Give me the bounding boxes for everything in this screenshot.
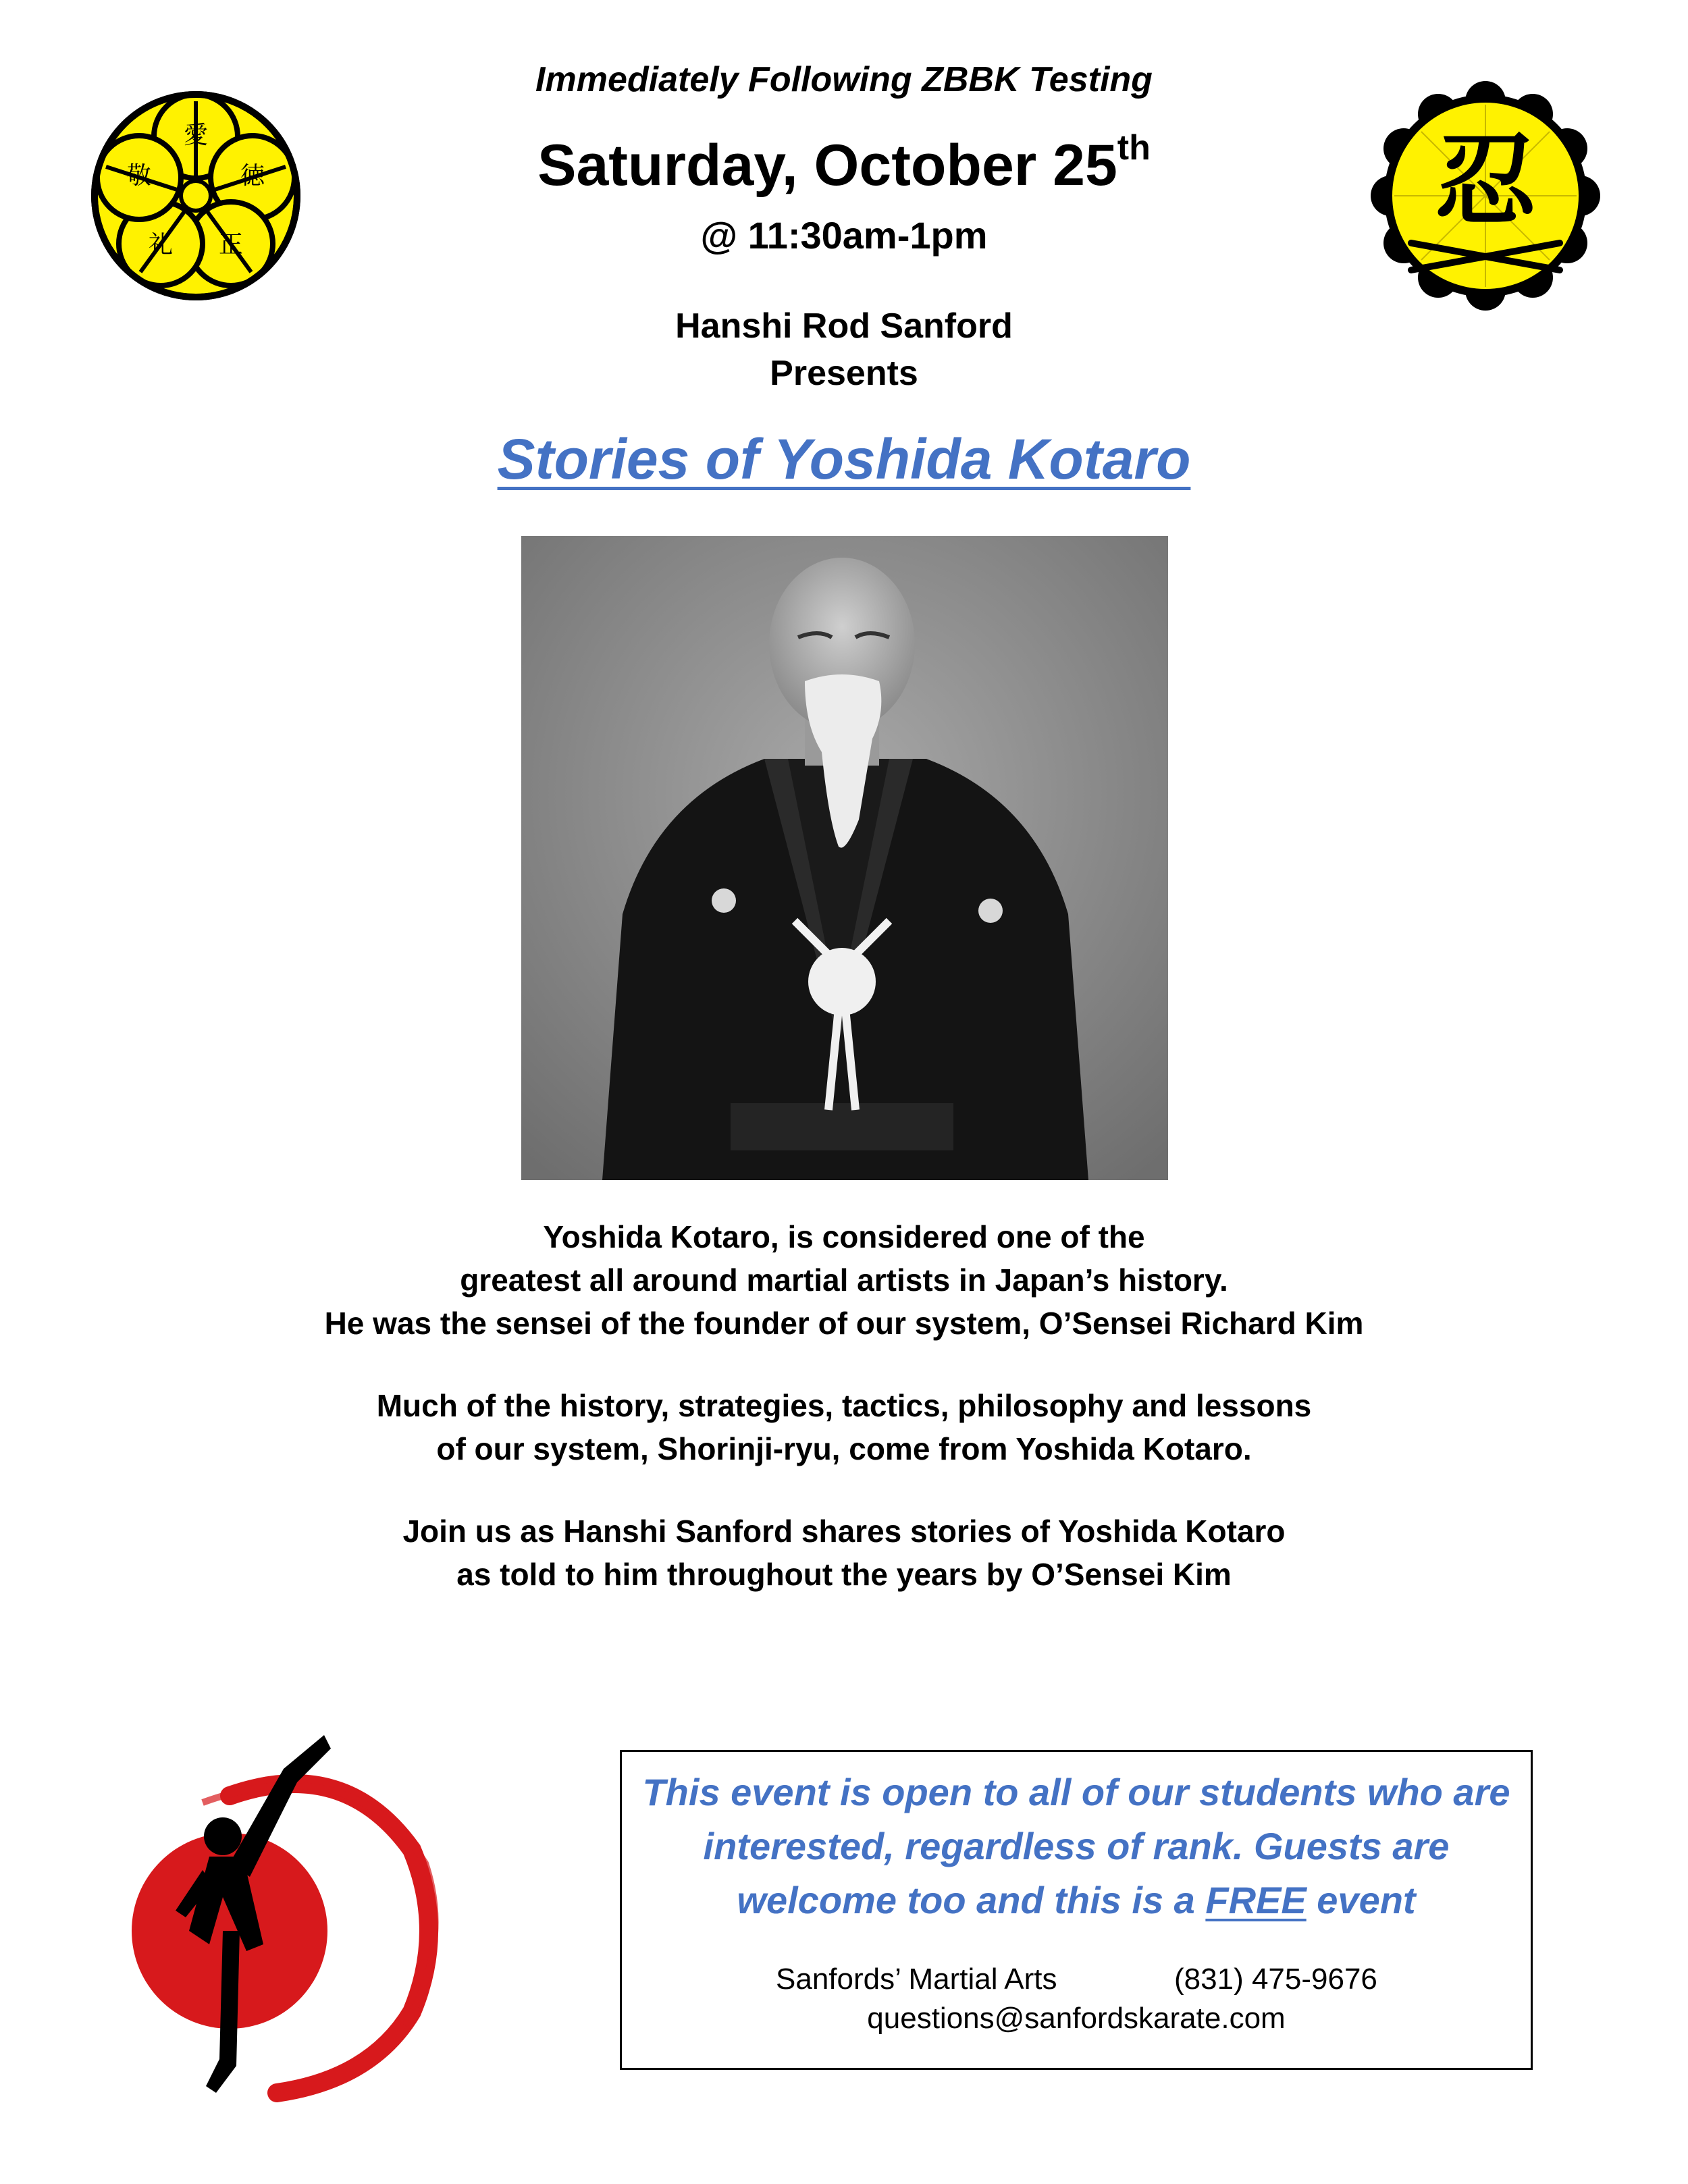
event-date xyxy=(0,128,1688,199)
description-line: as told to him throughout the years by O’Sensei Kim xyxy=(456,1557,1232,1592)
svg-text:敬: 敬 xyxy=(126,162,152,190)
pre-title: Immediately Following ZBBK Testing xyxy=(535,60,1153,99)
open-note-line xyxy=(622,1873,1531,1927)
svg-text:徳: 徳 xyxy=(240,162,265,190)
description-paragraph-2 xyxy=(0,1384,1688,1470)
description-line: of our system, Shorinji-ryu, come from Yoshida Kotaro. xyxy=(436,1431,1252,1466)
svg-text:忍: 忍 xyxy=(1434,122,1537,240)
open-note-text: welcome too and this is a xyxy=(737,1879,1206,1921)
presenter xyxy=(0,302,1688,397)
open-note-line: This event is open to all of our students who are xyxy=(642,1771,1510,1813)
contact-email: questions@sanfordskarate.com xyxy=(867,2002,1286,2035)
event-date-suffix: th xyxy=(1117,128,1151,168)
event-date-main: Saturday, October 25 xyxy=(537,133,1117,198)
event-title: Stories of Yoshida Kotaro xyxy=(497,427,1191,491)
martial-artist-kick-icon xyxy=(128,1728,439,2106)
yoshida-kotaro-portrait xyxy=(521,536,1168,1180)
open-note-text: event xyxy=(1306,1879,1416,1921)
event-info-box xyxy=(620,1750,1533,2070)
phone-number: (831) 475-9676 xyxy=(1174,1963,1377,1996)
open-note-line: interested, regardless of rank. Guests are xyxy=(703,1825,1450,1867)
event-time: @ 11:30am-1pm xyxy=(700,214,988,257)
description-line: greatest all around martial artists in Japan’s history. xyxy=(460,1262,1228,1298)
description-line: He was the sensei of the founder of our system, O’Sensei Richard Kim xyxy=(324,1306,1364,1341)
description-line: Join us as Hanshi Sanford shares stories of Yoshida Kotaro xyxy=(402,1514,1286,1549)
description-line: Yoshida Kotaro, is considered one of the xyxy=(543,1219,1145,1254)
open-event-note xyxy=(622,1765,1531,1927)
presenter-name: Hanshi Rod Sanford xyxy=(675,307,1013,346)
presents-label: Presents xyxy=(770,354,918,393)
description-paragraph-3 xyxy=(0,1510,1688,1596)
organization-name: Sanfords’ Martial Arts xyxy=(776,1963,1057,1996)
event-description xyxy=(0,1215,1688,1635)
description-line: Much of the history, strategies, tactics, philosophy and lessons xyxy=(376,1388,1312,1423)
description-paragraph-1 xyxy=(0,1215,1688,1345)
svg-text:正: 正 xyxy=(218,231,244,259)
svg-text:礼: 礼 xyxy=(148,231,174,259)
free-emphasis: FREE xyxy=(1205,1879,1307,1921)
svg-text:愛: 愛 xyxy=(183,122,209,149)
